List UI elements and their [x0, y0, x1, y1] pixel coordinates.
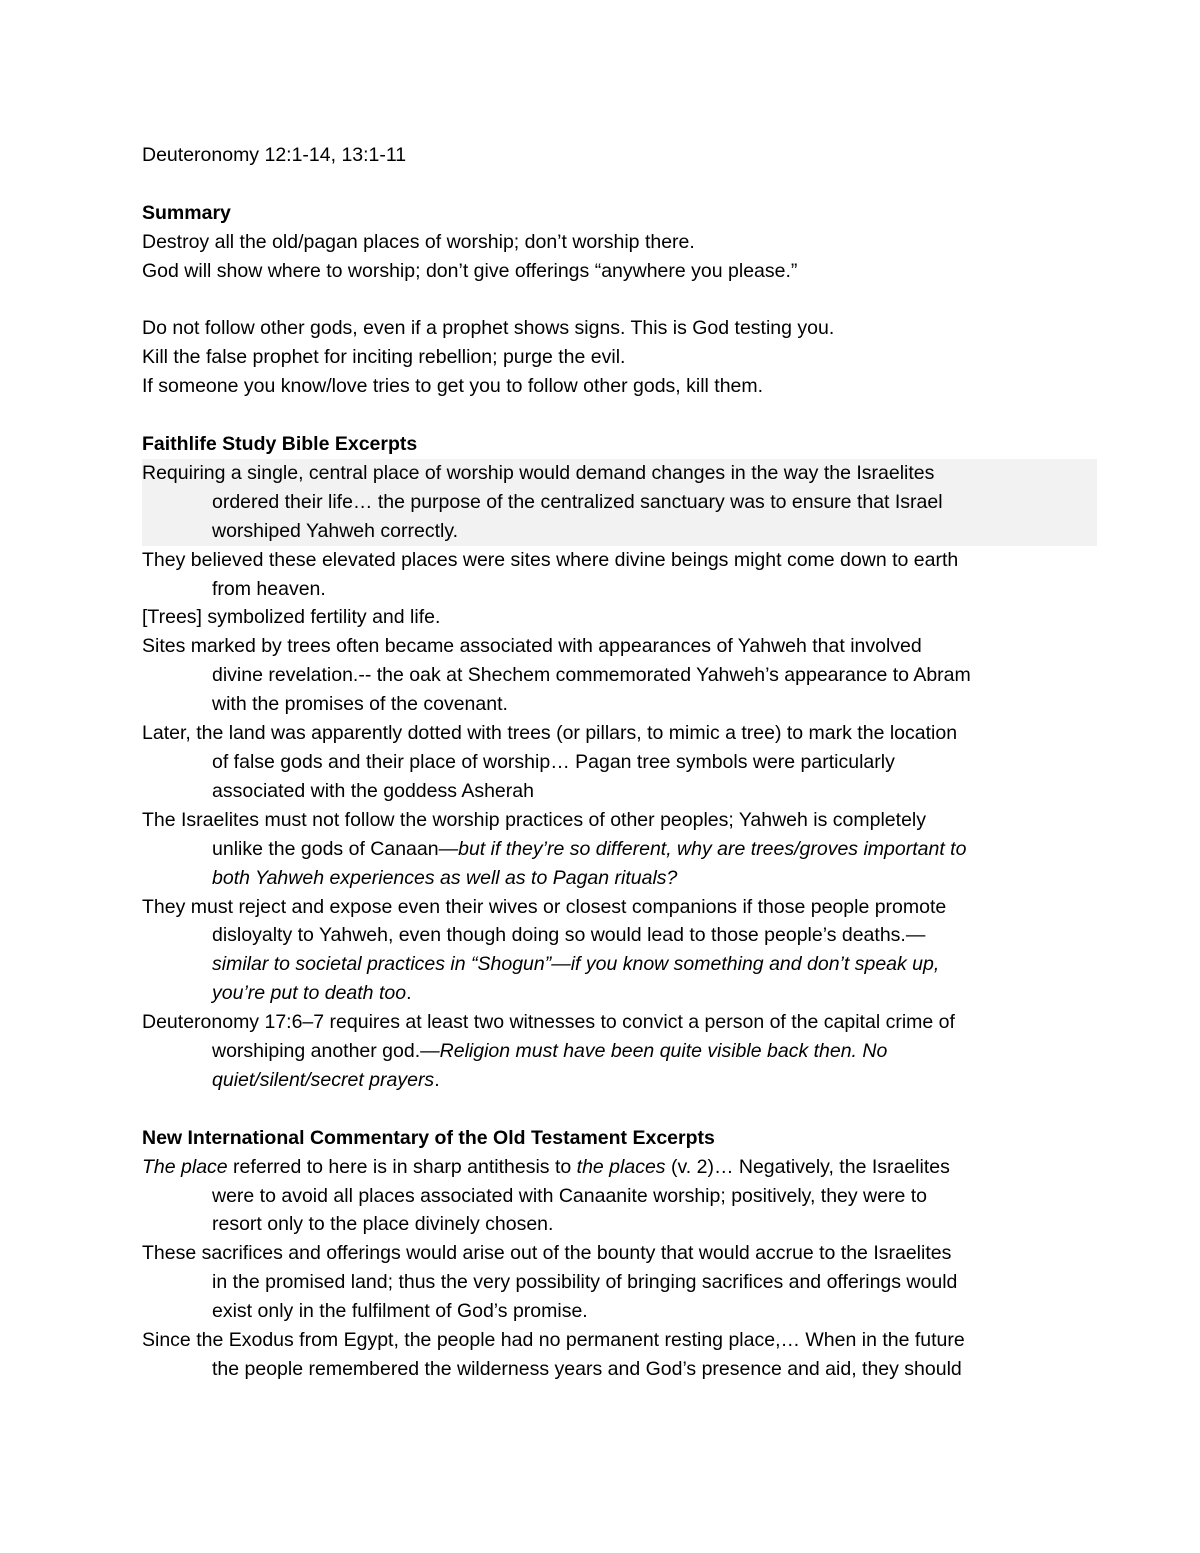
spacer	[142, 286, 1072, 315]
nicot-heading: New International Commentary of the Old Testament Excerpts	[142, 1126, 715, 1149]
excerpt-text: .	[406, 982, 412, 1005]
excerpt-text: (v. 2)… Negatively, the Israelites	[665, 1155, 950, 1178]
excerpt-line: divine revelation.-- the oak at Shechem commemorated Yahweh’s appearance to Abram	[212, 664, 971, 687]
excerpt-line: exist only in the fulfilment of God’s promise.	[212, 1300, 588, 1323]
personal-note: but if they’re so different, why are trees/groves important to	[458, 837, 967, 860]
faithlife-excerpt	[142, 1008, 1072, 1095]
excerpt-line	[212, 1069, 440, 1091]
summary-line: Do not follow other gods, even if a prophet shows signs. This is God testing you.	[142, 317, 835, 340]
excerpt-line: were to avoid all places associated with Canaanite worship; positively, they were to	[212, 1184, 928, 1207]
nicot-excerpt	[142, 1239, 1072, 1326]
excerpt-line: Since the Exodus from Egypt, the people had no permanent resting place,… When in the future	[142, 1329, 965, 1352]
excerpt-line: associated with the goddess Asherah	[212, 779, 534, 802]
faithlife-heading: Faithlife Study Bible Excerpts	[142, 433, 418, 456]
spacer	[142, 170, 1072, 199]
summary-line: Destroy all the old/pagan places of worship; don’t worship there.	[142, 230, 695, 253]
excerpt-line: Deuteronomy 17:6–7 requires at least two witnesses to convict a person of the capital crime of	[142, 1011, 955, 1034]
personal-note: both Yahweh experiences as well as to Pagan rituals?	[212, 866, 678, 889]
excerpt-line: The Israelites must not follow the worship practices of other peoples; Yahweh is completely	[142, 808, 926, 831]
excerpt-line	[212, 867, 677, 889]
spacer	[142, 1095, 1072, 1124]
excerpt-line: They must reject and expose even their wives or closest companions if those people promote	[142, 895, 947, 918]
excerpt-line: Sites marked by trees often became associated with appearances of Yahweh that involved	[142, 635, 922, 658]
faithlife-excerpt	[142, 893, 1072, 1009]
faithlife-excerpt	[142, 459, 1097, 546]
nicot-excerpt	[142, 1326, 1072, 1384]
excerpt-line	[142, 1156, 950, 1178]
spacer	[142, 401, 1072, 430]
quoted-term: The place	[142, 1155, 228, 1178]
personal-note: Religion must have been quite visible back then. No	[439, 1040, 888, 1063]
excerpt-text: unlike the gods of Canaan—	[212, 837, 459, 860]
faithlife-excerpt	[142, 719, 1072, 806]
faithlife-excerpt	[142, 806, 1072, 893]
quoted-term: the places	[576, 1155, 666, 1178]
summary-line: Kill the false prophet for inciting rebellion; purge the evil.	[142, 346, 626, 369]
summary-line: If someone you know/love tries to get you to follow other gods, kill them.	[142, 375, 764, 398]
excerpt-line	[212, 838, 966, 860]
personal-note: you’re put to death too	[212, 982, 407, 1005]
excerpt-line: disloyalty to Yahweh, even though doing so would lead to those people’s deaths.—	[212, 924, 926, 947]
excerpt-line: Requiring a single, central place of worship would demand changes in the way the Israelites	[142, 461, 935, 484]
summary-line: God will show where to worship; don’t give offerings “anywhere you please.”	[142, 259, 798, 282]
excerpt-line	[212, 1040, 887, 1062]
excerpt-line: These sacrifices and offerings would arise out of the bounty that would accrue to the Israelites	[142, 1242, 952, 1265]
excerpt-line: of false gods and their place of worship… Pagan tree symbols were particularly	[212, 750, 895, 773]
excerpt-line: in the promised land; thus the very possibility of bringing sacrifices and offerings would	[212, 1271, 958, 1294]
excerpt-text: referred to here is in sharp antithesis to	[227, 1155, 577, 1178]
excerpt-text: worshiping another god.—	[212, 1040, 440, 1063]
excerpt-line: [Trees] symbolized fertility and life.	[142, 606, 441, 629]
excerpt-line: worshiped Yahweh correctly.	[212, 519, 459, 542]
nicot-excerpt	[142, 1153, 1072, 1240]
summary-heading: Summary	[142, 201, 231, 224]
excerpt-line: the people remembered the wilderness years and God’s presence and aid, they should	[212, 1358, 962, 1380]
excerpt-line: They believed these elevated places were sites where divine beings might come down to earth	[142, 548, 959, 571]
excerpt-line	[212, 953, 939, 975]
excerpt-line: Later, the land was apparently dotted with trees (or pillars, to mimic a tree) to mark the location	[142, 722, 958, 745]
document-page	[142, 141, 1072, 1384]
personal-note: quiet/silent/secret prayers	[212, 1068, 435, 1091]
excerpt-line	[212, 982, 411, 1004]
excerpt-text: .	[434, 1068, 440, 1091]
excerpt-line: ordered their life… the purpose of the centralized sanctuary was to ensure that Israel	[212, 490, 943, 513]
excerpt-line: resort only to the place divinely chosen.	[212, 1213, 554, 1236]
faithlife-excerpt	[142, 603, 1072, 632]
faithlife-excerpt	[142, 546, 1072, 604]
excerpt-line: from heaven.	[212, 577, 326, 600]
personal-note: similar to societal practices in “Shogun”—if you know something and don’t speak up,	[212, 953, 940, 976]
document-title: Deuteronomy 12:1-14, 13:1-11	[142, 144, 407, 166]
faithlife-excerpt	[142, 632, 1072, 719]
excerpt-line: with the promises of the covenant.	[212, 693, 508, 716]
